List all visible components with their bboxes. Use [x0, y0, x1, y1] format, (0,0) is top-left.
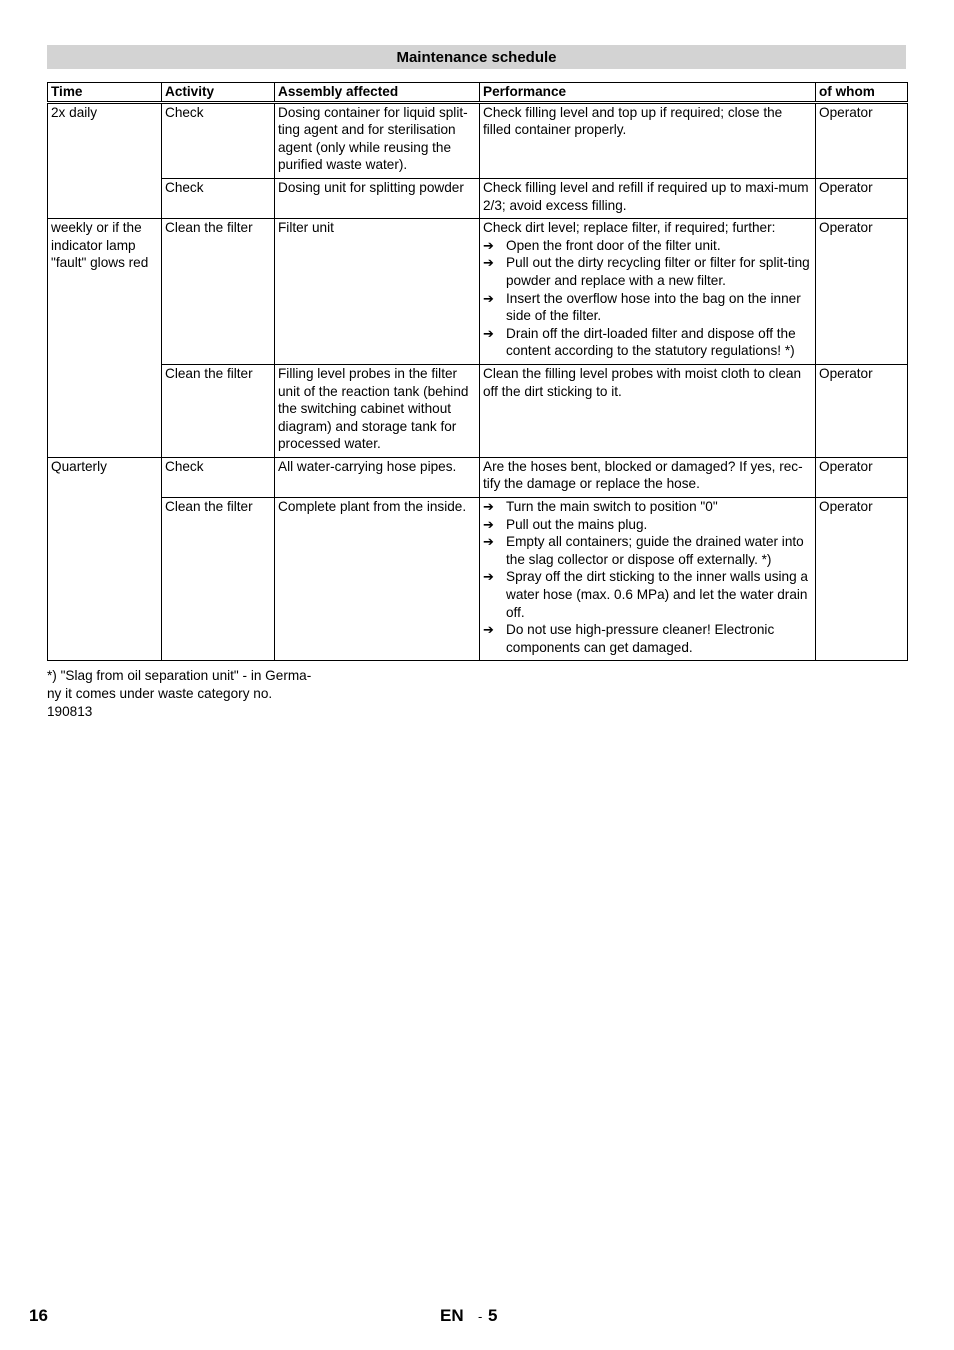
arrow-right-icon: ➔ — [483, 290, 494, 306]
cell-assembly: Dosing unit for splitting powder — [275, 178, 480, 218]
bullet-text: Drain off the dirt-loaded filter and dispose off the content according to the statutory regulations! *) — [506, 325, 796, 359]
cell-performance — [480, 457, 816, 497]
cell-performance — [480, 364, 816, 457]
arrow-right-icon: ➔ — [483, 499, 494, 515]
performance-text: Check filling level and top up if required; close the filled container properly. — [483, 104, 783, 138]
bullet-text: Open the front door of the filter unit. — [506, 237, 721, 253]
performance-text: Check dirt level; replace filter, if required; further: — [483, 220, 776, 236]
bullet-text: Insert the overflow hose into the bag on the inner side of the filter. — [506, 290, 801, 324]
cell-time: 2x daily — [48, 102, 162, 219]
bullet-text: Do not use high-pressure cleaner! Electronic components can get damaged. — [506, 622, 775, 655]
cell-performance — [480, 102, 816, 178]
table-row — [48, 219, 908, 365]
bullet-text: Pull out the mains plug. — [506, 516, 648, 532]
table-row — [48, 498, 908, 661]
table-header-row — [48, 83, 908, 103]
table-row — [48, 457, 908, 497]
footnote-line: ny it comes under waste category no. — [47, 686, 273, 701]
cell-time: weekly or if the indicator lamp "fault" glows red — [48, 219, 162, 458]
bullet-text: Pull out the dirty recycling filter or filter for split-ting powder and replace with a new filter. — [506, 255, 810, 288]
table-row — [48, 102, 908, 178]
bullet-text: Empty all containers; guide the drained water into the slag collector or dispose off externally. *) — [506, 534, 804, 567]
footnote-line: 190813 — [47, 704, 93, 719]
column-header-assembly: Assembly affected — [275, 83, 480, 103]
cell-whom: Operator — [816, 364, 908, 457]
column-header-whom: of whom — [816, 83, 908, 103]
footnote — [47, 667, 337, 721]
cell-whom: Operator — [816, 498, 908, 661]
cell-performance — [480, 178, 816, 218]
cell-whom: Operator — [816, 457, 908, 497]
bullet-item — [483, 290, 813, 325]
arrow-right-icon: ➔ — [483, 325, 494, 341]
cell-activity: Check — [162, 102, 275, 178]
footnote-line: *) "Slag from oil separation unit" - in Germa- — [47, 668, 312, 683]
cell-performance — [480, 219, 816, 365]
bullet-item — [483, 533, 813, 568]
section-title: Maintenance schedule — [47, 45, 906, 69]
column-header-time: Time — [48, 83, 162, 103]
bullet-item — [483, 516, 813, 534]
cell-whom: Operator — [816, 178, 908, 218]
cell-performance — [480, 498, 816, 661]
bullet-item — [483, 498, 813, 516]
bullet-item — [483, 325, 813, 360]
cell-assembly: Filter unit — [275, 219, 480, 365]
cell-assembly: Filling level probes in the filter unit of the reaction tank (behind the switching cabinet without diagram) and storage tank for processed water. — [275, 364, 480, 457]
arrow-right-icon: ➔ — [483, 534, 494, 550]
arrow-right-icon: ➔ — [483, 569, 494, 585]
language-code: EN — [440, 1306, 464, 1325]
arrow-right-icon: ➔ — [483, 516, 494, 532]
maintenance-table — [47, 82, 908, 661]
bullet-item — [483, 237, 813, 255]
page-number: 16 — [29, 1306, 48, 1325]
cell-assembly: Complete plant from the inside. — [275, 498, 480, 661]
bullet-text: Spray off the dirt sticking to the inner walls using a water hose (max. 0.6 MPa) and let the water drain off. — [506, 569, 808, 620]
cell-activity: Check — [162, 178, 275, 218]
arrow-right-icon: ➔ — [483, 622, 494, 638]
bullet-item — [483, 254, 813, 289]
performance-text: Are the hoses bent, blocked or damaged? If yes, rec-tify the damage or replace the hose. — [483, 458, 803, 492]
cell-time: Quarterly — [48, 457, 162, 661]
footer-separator: - — [478, 1309, 483, 1324]
table-row — [48, 364, 908, 457]
cell-whom: Operator — [816, 219, 908, 365]
bullet-item — [483, 568, 813, 621]
cell-whom: Operator — [816, 102, 908, 178]
cell-assembly: Dosing container for liquid split-ting agent and for sterilisation agent (only while reusing the purified waste water). — [275, 102, 480, 178]
cell-activity: Clean the filter — [162, 498, 275, 661]
bullet-text: Turn the main switch to position "0" — [506, 499, 718, 515]
cell-activity: Check — [162, 457, 275, 497]
column-header-performance: Performance — [480, 83, 816, 103]
arrow-right-icon: ➔ — [483, 255, 494, 271]
bullet-item — [483, 621, 813, 656]
cell-assembly: All water-carrying hose pipes. — [275, 457, 480, 497]
column-header-activity: Activity — [162, 83, 275, 103]
table-row — [48, 178, 908, 218]
language-page-number: 5 — [488, 1306, 498, 1325]
cell-activity: Clean the filter — [162, 219, 275, 365]
arrow-right-icon: ➔ — [483, 237, 494, 253]
performance-text: Check filling level and refill if required up to maxi-mum 2/3; avoid excess filling. — [483, 179, 809, 213]
performance-text: Clean the filling level probes with moist cloth to clean off the dirt sticking to it. — [483, 365, 802, 399]
cell-activity: Clean the filter — [162, 364, 275, 457]
